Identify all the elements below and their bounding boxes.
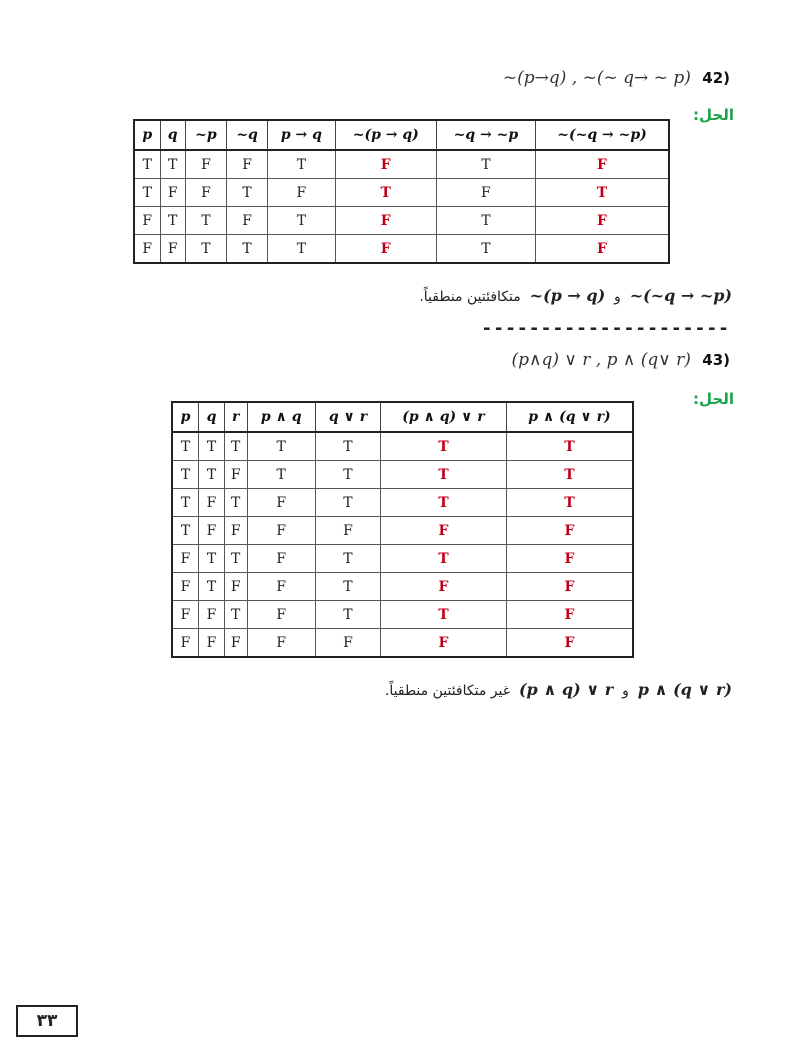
table-cell: T — [224, 545, 247, 573]
column-header: (p ∧ q) ∨ r — [381, 402, 507, 432]
table-cell: T — [199, 461, 225, 489]
table-cell: F — [172, 573, 199, 601]
table-cell: T — [247, 432, 315, 461]
problem-43-conclusion — [385, 680, 732, 699]
table-cell: F — [315, 629, 380, 658]
conclusion-42-connector: و — [614, 289, 621, 305]
table-row — [134, 179, 669, 207]
table-cell: T — [199, 432, 225, 461]
table-cell: F — [315, 517, 380, 545]
table-cell: T — [535, 179, 669, 207]
table-cell: T — [268, 207, 335, 235]
table-cell: T — [224, 489, 247, 517]
table-row — [134, 207, 669, 235]
conclusion-43-expr-a: p ∧ (q ∨ r) — [637, 680, 732, 699]
conclusion-42-expr-b: ~(p → q) — [529, 286, 606, 305]
table-cell: F — [224, 629, 247, 658]
table-cell: F — [172, 545, 199, 573]
table-cell: T — [315, 601, 380, 629]
table-row — [134, 150, 669, 179]
table-cell: F — [335, 207, 436, 235]
conclusion-43-connector: و — [622, 683, 629, 699]
table-cell: F — [227, 207, 268, 235]
table-cell: F — [335, 150, 436, 179]
section-divider: --------------------- — [481, 318, 730, 339]
column-header: ~(~q → ~p) — [535, 120, 669, 150]
table-row — [172, 573, 633, 601]
table-cell: T — [172, 489, 199, 517]
table-cell: F — [535, 235, 669, 264]
column-header: p — [134, 120, 160, 150]
page-number: ٣٣ — [16, 1005, 78, 1037]
table-cell: T — [224, 601, 247, 629]
problem-43-statement — [512, 350, 730, 370]
table-cell: F — [247, 489, 315, 517]
table-cell: F — [247, 629, 315, 658]
table-cell: T — [185, 207, 226, 235]
table-cell: T — [172, 461, 199, 489]
table-cell: F — [224, 573, 247, 601]
conclusion-42-expr-a: ~(~q → ~p) — [629, 286, 732, 305]
table-cell: F — [247, 573, 315, 601]
table-cell: F — [224, 461, 247, 489]
table-cell: T — [199, 573, 225, 601]
table-cell: F — [247, 517, 315, 545]
table-cell: F — [247, 601, 315, 629]
column-header: ~q — [227, 120, 268, 150]
table-cell: T — [506, 489, 633, 517]
table-row — [172, 517, 633, 545]
table-cell: F — [381, 629, 507, 658]
table-cell: F — [199, 629, 225, 658]
column-header: q — [160, 120, 185, 150]
problem-43-solution-label: الحل: — [693, 390, 734, 408]
table-cell: F — [199, 517, 225, 545]
table-row — [172, 432, 633, 461]
table-cell: F — [172, 629, 199, 658]
table-header-row — [134, 120, 669, 150]
table-cell: T — [315, 573, 380, 601]
column-header: q — [199, 402, 225, 432]
table-cell: F — [268, 179, 335, 207]
column-header: ~p — [185, 120, 226, 150]
table-cell: F — [381, 517, 507, 545]
column-header: ~(p → q) — [335, 120, 436, 150]
column-header: p ∧ (q ∨ r) — [506, 402, 633, 432]
table-cell: T — [199, 545, 225, 573]
table-cell: F — [199, 489, 225, 517]
table-cell: F — [134, 207, 160, 235]
column-header: p — [172, 402, 199, 432]
conclusion-43-text: غير متكافئتين منطقياً. — [384, 683, 511, 699]
column-header: p → q — [268, 120, 335, 150]
table-cell: F — [506, 601, 633, 629]
table-row — [172, 461, 633, 489]
table-cell: F — [535, 150, 669, 179]
table-cell: F — [134, 235, 160, 264]
table-row — [134, 235, 669, 264]
problem-43-expression: (p∧q) ∨ r , p ∧ (q∨ r) — [511, 350, 691, 370]
table-cell: F — [172, 601, 199, 629]
table-cell: T — [436, 150, 535, 179]
truth-table-43 — [171, 401, 634, 658]
problem-42-statement — [503, 68, 730, 88]
table-cell: F — [436, 179, 535, 207]
table-cell: T — [381, 461, 507, 489]
table-cell: F — [185, 150, 226, 179]
problem-42-conclusion — [419, 286, 732, 305]
table-cell: T — [436, 207, 535, 235]
table-cell: T — [315, 545, 380, 573]
table-cell: F — [199, 601, 225, 629]
table-cell: F — [160, 235, 185, 264]
table-cell: T — [315, 461, 380, 489]
problem-42-number: 42) — [702, 69, 730, 87]
column-header: q ∨ r — [315, 402, 380, 432]
table-row — [172, 489, 633, 517]
column-header: ~q → ~p — [436, 120, 535, 150]
table-cell: T — [172, 432, 199, 461]
table-cell: F — [506, 629, 633, 658]
table-cell: T — [268, 150, 335, 179]
table-cell: F — [535, 207, 669, 235]
table-cell: F — [247, 545, 315, 573]
table-cell: T — [172, 517, 199, 545]
table-cell: T — [224, 432, 247, 461]
table-cell: T — [268, 235, 335, 264]
table-cell: F — [506, 517, 633, 545]
table-cell: T — [506, 432, 633, 461]
table-cell: T — [160, 207, 185, 235]
table-cell: T — [506, 461, 633, 489]
table-cell: T — [160, 150, 185, 179]
table-cell: F — [227, 150, 268, 179]
table-cell: F — [381, 573, 507, 601]
table-header-row — [172, 402, 633, 432]
table-cell: T — [315, 489, 380, 517]
table-cell: T — [247, 461, 315, 489]
table-cell: T — [227, 235, 268, 264]
table-cell: F — [506, 573, 633, 601]
table-cell: T — [315, 432, 380, 461]
problem-43-number: 43) — [702, 351, 730, 369]
problem-42-expression: ~(p→q) , ~(~ q→ ~ p) — [502, 68, 691, 88]
table-cell: T — [134, 150, 160, 179]
table-row — [172, 545, 633, 573]
table-cell: T — [335, 179, 436, 207]
problem-42-solution-label: الحل: — [693, 106, 734, 124]
column-header: p ∧ q — [247, 402, 315, 432]
table-cell: T — [185, 235, 226, 264]
conclusion-43-expr-b: (p ∧ q) ∨ r — [518, 680, 614, 699]
table-cell: T — [381, 545, 507, 573]
table-cell: F — [335, 235, 436, 264]
table-cell: T — [381, 432, 507, 461]
table-cell: T — [134, 179, 160, 207]
table-cell: F — [224, 517, 247, 545]
table-cell: T — [381, 489, 507, 517]
table-row — [172, 601, 633, 629]
table-cell: F — [506, 545, 633, 573]
table-row — [172, 629, 633, 658]
table-cell: F — [160, 179, 185, 207]
table-cell: F — [185, 179, 226, 207]
truth-table-42 — [133, 119, 670, 264]
conclusion-42-text: متكافئتين منطقياً. — [419, 289, 521, 305]
table-cell: T — [381, 601, 507, 629]
column-header: r — [224, 402, 247, 432]
table-cell: T — [436, 235, 535, 264]
table-cell: T — [227, 179, 268, 207]
